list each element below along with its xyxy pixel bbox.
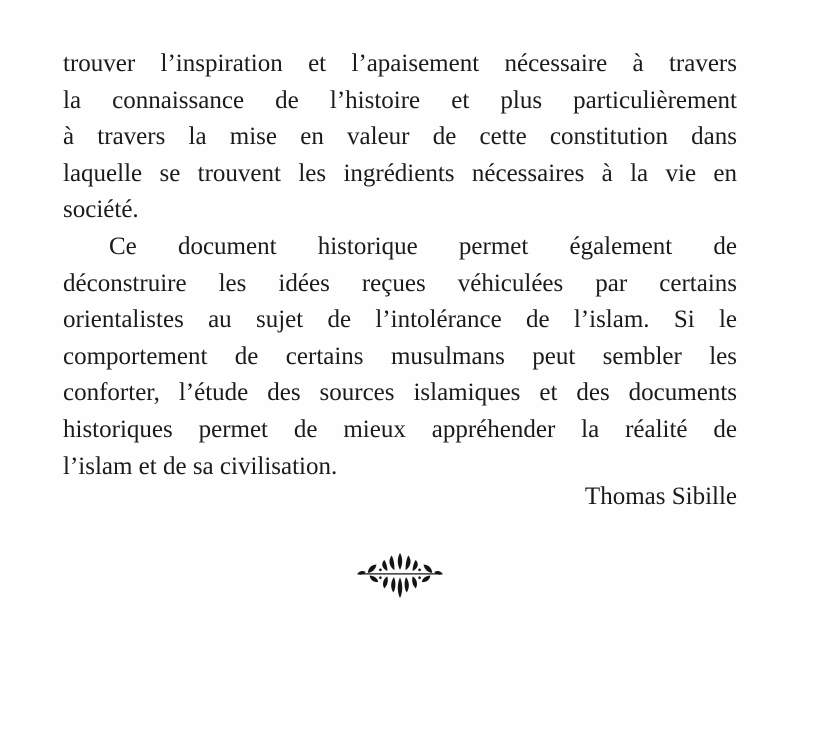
text-line: comportement de certains musulmans peut sembler les bbox=[63, 342, 737, 370]
text-line: à travers la mise en valeur de cette constitution dans bbox=[63, 123, 737, 151]
text-line: historiques permet de mieux appréhender la réalité de bbox=[63, 415, 737, 443]
text-line: orientalistes au sujet de l’intolérance de l’islam. Si le bbox=[63, 306, 737, 334]
text-line: laquelle se trouvent les ingrédients nécessaires à la vie en bbox=[63, 159, 737, 187]
text-line: Ce document historique permet également de bbox=[109, 232, 737, 260]
text-line: l’islam et de sa civilisation. bbox=[63, 452, 338, 480]
ornament-row bbox=[63, 552, 737, 599]
text-block bbox=[63, 46, 737, 516]
text-line: conforter, l’étude des sources islamiques et des documents bbox=[63, 379, 737, 407]
text-line: société. bbox=[63, 196, 139, 224]
text-line: déconstruire les idées reçues véhiculées par certains bbox=[63, 269, 737, 297]
fleuron-ornament bbox=[356, 552, 444, 599]
text-line: la connaissance de l’histoire et plus particulièrement bbox=[63, 86, 737, 114]
text-line: trouver l’inspiration et l’apaisement nécessaire à travers bbox=[63, 50, 737, 77]
author-signature: Thomas Sibille bbox=[584, 483, 737, 511]
